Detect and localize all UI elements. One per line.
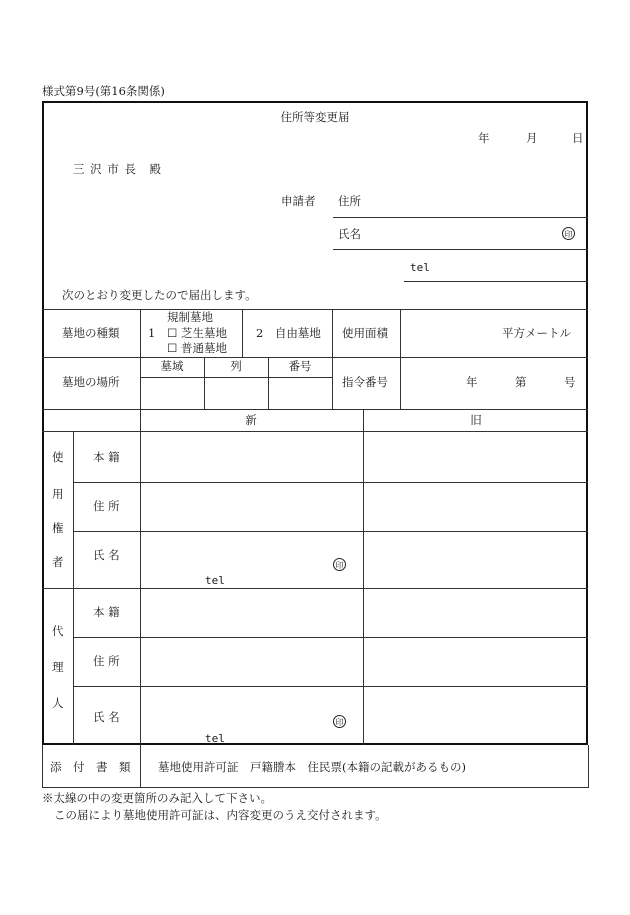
grid-line	[42, 787, 589, 788]
col-zone-header: 墓域	[160, 359, 184, 373]
applicant-address-label: 住所	[338, 194, 361, 208]
applicant-name-line	[333, 249, 588, 250]
form-style-number: 様式第9号(第16条関係)	[42, 84, 165, 98]
user-name-label: 氏 名	[93, 548, 120, 562]
regulated-heading: 規制墓地	[167, 310, 213, 324]
grid-line	[42, 745, 43, 787]
user-honseki-label: 本 籍	[93, 450, 120, 464]
grid-line	[363, 409, 364, 745]
area-label: 使用面積	[342, 326, 388, 340]
area-unit: 平方メートル	[502, 326, 571, 340]
designation-year: 年	[466, 375, 478, 389]
agent-seal-icon: 印	[333, 715, 346, 728]
grid-line	[73, 482, 588, 483]
user-group-char-4: 者	[52, 555, 64, 569]
option-futsu-checkbox[interactable]: ☐ 普通墓地	[167, 341, 227, 355]
grid-line	[400, 309, 401, 409]
date-year-label: 年	[478, 131, 490, 145]
grid-line	[140, 745, 141, 787]
col-number-header: 番号	[288, 359, 312, 373]
agent-honseki-label: 本 籍	[93, 605, 120, 619]
user-group-char-1: 使	[52, 450, 64, 464]
grid-line	[42, 309, 588, 310]
grid-line	[140, 357, 141, 409]
applicant-tel-line	[404, 281, 588, 282]
applicant-seal-icon: 印	[562, 227, 575, 240]
agent-group-char-3: 人	[52, 696, 64, 710]
designation-label: 指令番号	[342, 375, 388, 389]
statement-text: 次のとおり変更したので届出します。	[62, 288, 257, 302]
grid-line	[140, 377, 332, 378]
user-address-label: 住 所	[93, 499, 120, 513]
grave-location-label: 墓地の場所	[62, 375, 120, 389]
option-shiba-checkbox[interactable]: ☐ 芝生墓地	[167, 326, 227, 340]
applicant-address-line	[333, 217, 588, 218]
old-column-header: 旧	[470, 413, 482, 427]
grid-line	[140, 409, 141, 745]
applicant-label: 申請者	[281, 194, 316, 208]
designation-go: 号	[564, 375, 576, 389]
grid-line	[268, 357, 269, 409]
grid-line	[42, 431, 588, 432]
grid-line	[332, 309, 333, 409]
grid-line	[42, 357, 588, 358]
applicant-name-label: 氏名	[338, 227, 361, 241]
user-group-char-3: 権	[52, 521, 64, 535]
date-month-label: 月	[526, 131, 538, 145]
attachments-text: 墓地使用許可証 戸籍謄本 住民票(本籍の記載があるもの)	[158, 760, 466, 774]
option1-number: 1	[148, 326, 156, 340]
grid-line	[204, 357, 205, 409]
note-1: ※太線の中の変更箇所のみ記入して下さい。	[42, 791, 272, 805]
user-seal-icon: 印	[333, 558, 346, 571]
designation-dai: 第	[515, 375, 527, 389]
col-row-header: 列	[230, 359, 242, 373]
grave-type-label: 墓地の種類	[62, 326, 120, 340]
note-2: この届により墓地使用許可証は、内容変更のうえ交付されます。	[54, 808, 387, 822]
option-jiyu: 2 自由墓地	[256, 326, 321, 340]
grid-line	[42, 588, 588, 589]
grid-line	[73, 637, 588, 638]
addressee: 三 沢 市 長 殿	[73, 162, 162, 176]
grid-line	[73, 531, 588, 532]
agent-group-char-2: 理	[52, 660, 64, 674]
agent-name-label: 氏 名	[93, 710, 120, 724]
user-group-char-2: 用	[52, 487, 64, 501]
grid-line	[73, 686, 588, 687]
user-tel-label: tel	[205, 574, 225, 587]
date-day-label: 日	[572, 131, 584, 145]
grid-line	[588, 745, 589, 787]
applicant-tel-label: tel	[410, 261, 430, 274]
form-title: 住所等変更届	[280, 110, 350, 124]
agent-group-char-1: 代	[52, 624, 64, 638]
agent-address-label: 住 所	[93, 654, 120, 668]
grid-line	[140, 309, 141, 357]
grid-line	[42, 409, 588, 410]
grid-line	[242, 309, 243, 357]
agent-tel-label: tel	[205, 732, 225, 745]
attachments-label: 添 付 書 類	[50, 760, 131, 774]
new-column-header: 新	[245, 413, 257, 427]
